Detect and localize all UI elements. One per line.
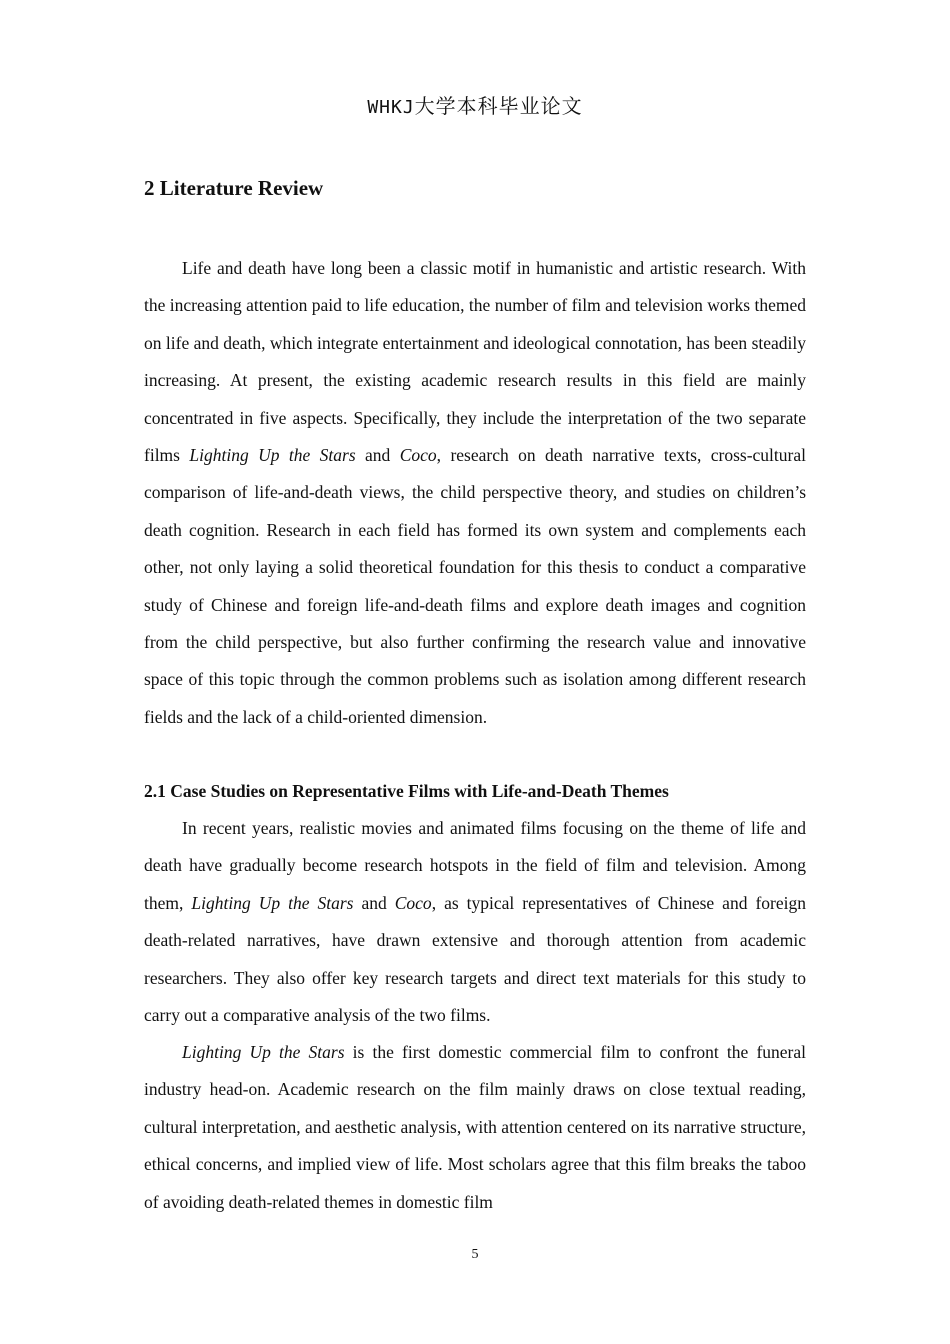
section-title: 2.1 Case Studies on Representative Films with Life-and-Death Themes (144, 781, 669, 801)
film-title: Coco (394, 892, 432, 913)
paragraph-text: , as typical representatives of Chinese and foreign death-related narratives, have drawn extensive and thorough attention from academic researchers. They also offer key research targets and direct text materials for this study to carry out a comparative analysis of the two films. (144, 892, 806, 1026)
film-title: Coco (399, 445, 437, 466)
paragraph-text: and (353, 892, 395, 913)
film-title: Lighting Up the Stars (189, 445, 356, 466)
paragraph-text: , research on death narrative texts, cross-cultural comparison of life-and-death views, the child perspective theory, and studies on children’s death cognition. Research in each field has formed its own system and complements each other, not only laying a solid theoretical foundation for this thesis to conduct a comparative study of Chinese and foreign life-and-death films and explore death images and cognition from the child perspective, but also further confirming the research value and innovative space of this topic through the common problems such as isolation among different research fields and the lack of a child-oriented dimension. (144, 445, 806, 727)
chapter-title: 2 Literature Review (144, 176, 324, 200)
paragraph-text: and (355, 445, 400, 466)
page-number: 5 (471, 1247, 479, 1262)
film-title: Lighting Up the Stars (191, 892, 354, 913)
paragraph-text: Life and death have long been a classic motif in humanistic and artistic research. With the increasing attention paid to life education, the number of film and television works themed on life and death, which integrate entertainment and ideological connotation, has been steadily increasing. At present, the existing academic research results in this field are mainly concentrated in five aspects. Specifically, they include the interpretation of the two separate films (144, 258, 806, 466)
paragraph-case-studies (144, 810, 806, 1034)
film-title: Lighting Up the Stars (182, 1042, 345, 1062)
paragraph-text: In recent years, realistic movies and animated films focusing on the theme of life and death have gradually become research hotspots in the field of film and television. Among them, (144, 818, 806, 913)
paragraph-intro (144, 250, 806, 736)
paragraph-text: is the first domestic commercial film to confront the funeral industry head-on. Academic research on the film mainly draws on close textual reading, cultural interpretation, and aesthetic analysis, with attention centered on its narrative structure, ethical concerns, and implied view of life. Most scholars agree that this film breaks the taboo of avoiding death-related themes in domestic film (144, 1042, 806, 1212)
header-cjk: 大学本科毕业论文 (414, 96, 583, 118)
paragraph-lighting-up-the-stars (144, 1034, 806, 1221)
running-header (0, 95, 950, 120)
header-latin: WHKJ (367, 97, 415, 118)
